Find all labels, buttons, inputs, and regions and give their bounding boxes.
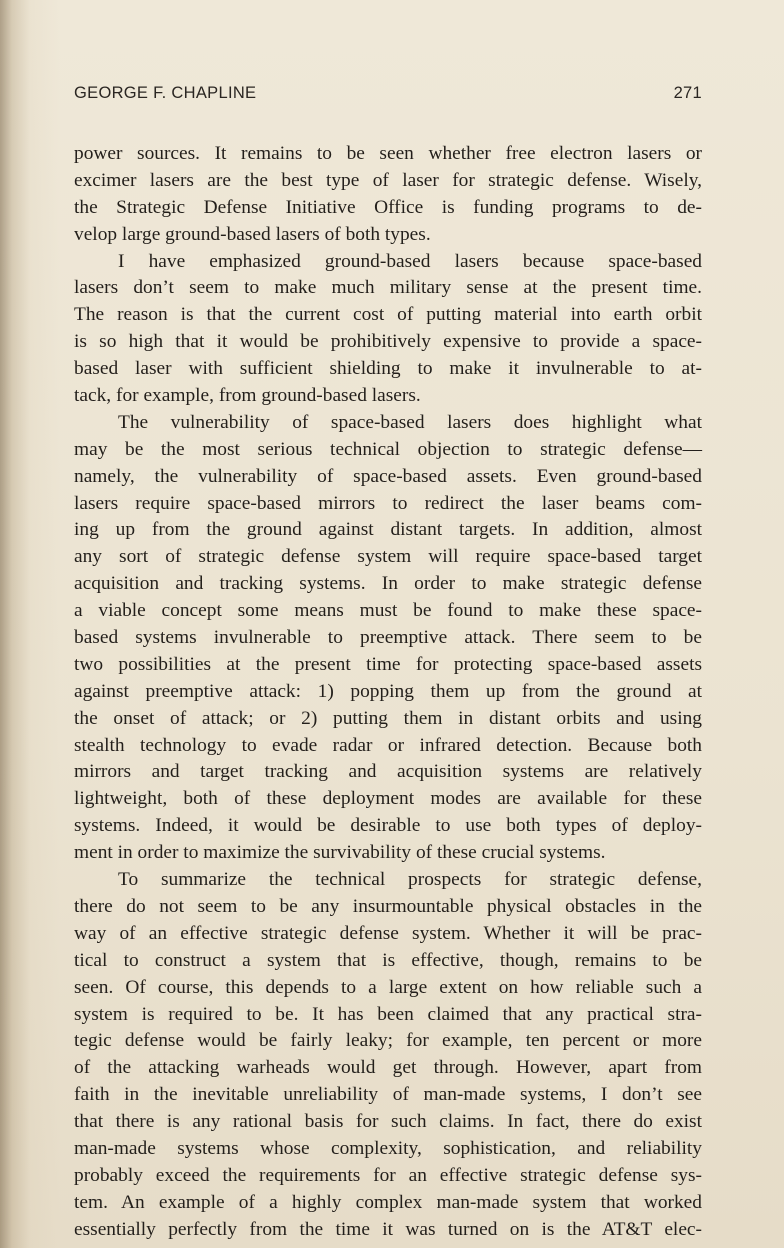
text-line: based systems invulnerable to preemptive attack. There seem to be — [74, 627, 702, 649]
text-line: the Strategic Defense Initiative Office is funding programs to de- — [74, 196, 702, 218]
text-line: excimer lasers are the best type of laser for strategic defense. Wisely, — [74, 169, 702, 191]
text-line: mirrors and target tracking and acquisition systems are relatively — [74, 761, 702, 783]
text-line: power sources. It remains to be seen whether free electron lasers or — [74, 143, 702, 164]
text-line: the onset of attack; or 2) putting them in distant orbits and using — [74, 707, 702, 729]
text-line: faith in the inevitable unreliability of man-made systems, I don’t see — [74, 1084, 702, 1106]
text-line: ment in order to maximize the survivability of these crucial systems. — [74, 842, 606, 864]
text-line: probably exceed the requirements for an effective strategic defense sys- — [74, 1164, 702, 1186]
text-line: essentially perfectly from the time it was turned on is the AT&T elec- — [74, 1218, 702, 1240]
text-line: ing up from the ground against distant targets. In addition, almost — [74, 519, 702, 541]
paragraph — [74, 141, 702, 249]
text-line: namely, the vulnerability of space-based assets. Even ground-based — [74, 465, 702, 487]
text-line: that there is any rational basis for such claims. In fact, there do exist — [74, 1111, 702, 1133]
running-head — [74, 84, 702, 110]
text-line: lasers require space-based mirrors to redirect the laser beams com- — [74, 492, 702, 514]
text-line: based laser with sufficient shielding to make it invulnerable to at- — [74, 358, 702, 380]
text-line: lightweight, both of these deployment modes are available for these — [74, 788, 702, 810]
page-number: 271 — [673, 84, 702, 102]
text-line: tical to construct a system that is effective, though, remains to be — [74, 949, 702, 971]
text-line: systems. Indeed, it would be desirable to use both types of deploy- — [74, 815, 702, 837]
text-line: tegic defense would be fairly leaky; for example, ten percent or more — [74, 1030, 702, 1052]
text-line: any sort of strategic defense system will require space-based target — [74, 546, 702, 568]
text-line: against preemptive attack: 1) popping them up from the ground at — [74, 680, 702, 702]
text-line: there do not seem to be any insurmountable physical obstacles in the — [74, 895, 702, 917]
text-line: velop large ground-based lasers of both types. — [74, 223, 431, 245]
text-line: tack, for example, from ground-based lasers. — [74, 385, 421, 407]
text-line: system is required to be. It has been claimed that any practical stra- — [74, 1003, 702, 1025]
text-line: two possibilities at the present time for protecting space-based assets — [74, 653, 702, 675]
text-line: of the attacking warheads would get through. However, apart from — [74, 1057, 702, 1079]
paragraph — [74, 867, 702, 1243]
text-line: To summarize the technical prospects for strategic defense, — [118, 869, 702, 891]
text-line: acquisition and tracking systems. In order to make strategic defense — [74, 573, 702, 595]
text-line: The reason is that the current cost of putting material into earth orbit — [74, 304, 702, 326]
text-line: is so high that it would be prohibitively expensive to provide a space- — [74, 331, 702, 353]
text-line: stealth technology to evade radar or infrared detection. Because both — [74, 734, 702, 756]
text-line: a viable concept some means must be found to make these space- — [74, 600, 702, 622]
text-line: tem. An example of a highly complex man-made system that worked — [74, 1191, 702, 1213]
body-text — [74, 141, 702, 1244]
running-head-author: GEORGE F. CHAPLINE — [74, 84, 257, 102]
text-line: seen. Of course, this depends to a large extent on how reliable such a — [74, 976, 702, 998]
text-line: The vulnerability of space-based lasers does highlight what — [118, 411, 702, 433]
text-line: way of an effective strategic defense system. Whether it will be prac- — [74, 922, 702, 944]
text-line: I have emphasized ground-based lasers because space-based — [118, 250, 702, 272]
text-line: may be the most serious technical objection to strategic defense— — [74, 438, 702, 460]
text-line: man-made systems whose complexity, sophistication, and reliability — [74, 1137, 702, 1159]
paragraph — [74, 249, 702, 410]
paragraph — [74, 410, 702, 867]
text-line: lasers don’t seem to make much military sense at the present time. — [74, 277, 702, 299]
